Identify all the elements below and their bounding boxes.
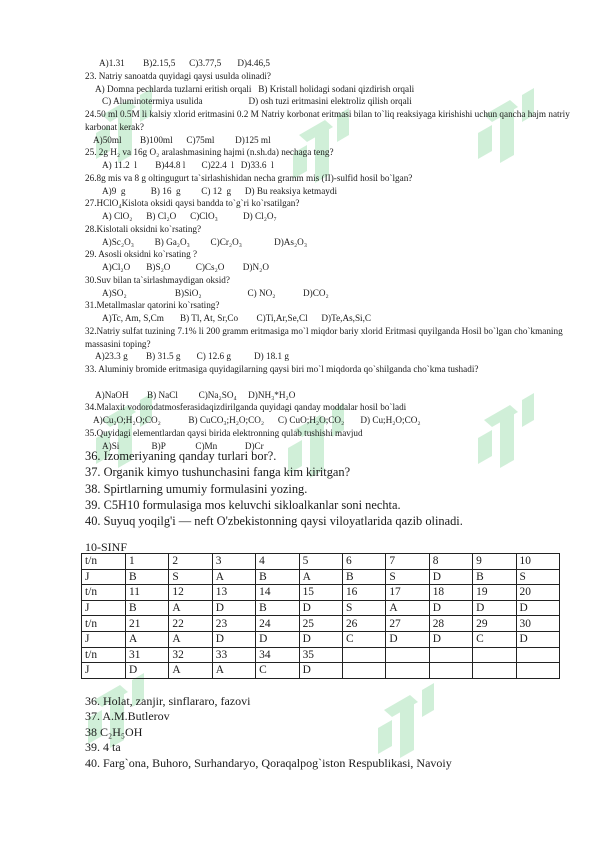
- table-row: [82, 616, 560, 632]
- table-cell: 22: [169, 616, 212, 632]
- answer-line: 36. Holat, zanjir, sinflararo, fazovi: [85, 694, 251, 708]
- table-row: [82, 600, 560, 616]
- answer-key-table: [81, 553, 560, 679]
- table-cell: 31: [126, 647, 169, 663]
- question-list-large: [85, 448, 575, 529]
- open-answers: [85, 694, 452, 771]
- table-cell: 28: [429, 616, 472, 632]
- table-cell: A: [212, 569, 255, 585]
- answer-line: 37. A.M.Butlerov: [85, 709, 170, 724]
- table-cell: B: [342, 569, 385, 585]
- question-line: 27.HClO₄Kislota oksidi qaysi bandda to`g`ri ko`rsatilgan?: [85, 198, 300, 209]
- table-cell: [429, 663, 472, 679]
- table-cell: J: [82, 569, 126, 585]
- table-cell: D: [299, 663, 342, 679]
- table-cell: [386, 647, 429, 663]
- question-line: A)NaOH B) NaCl C)Na₂SO₄ D)NH₃*H₂O: [95, 389, 296, 400]
- table-cell: 1: [126, 554, 169, 570]
- table-cell: 4: [256, 554, 299, 570]
- question-line: A)9 g B) 16 g C) 12 g D) Bu reaksiya ketmaydi: [102, 185, 338, 196]
- table-cell: 19: [473, 585, 516, 601]
- question-line: 34.Malaxit vodorodatmosferasidaqizdirilganda quyidagi qanday moddalar hosil bo`ladi: [85, 402, 407, 413]
- table-cell: C: [342, 631, 385, 647]
- table-cell: 5: [299, 554, 342, 570]
- table-cell: 24: [256, 616, 299, 632]
- table-cell: 20: [516, 585, 559, 601]
- question-line: 35.Quyidagi elementlardan qaysi birida elektronning qulab tushishi mavjud: [85, 427, 363, 438]
- table-cell: 6: [342, 554, 385, 570]
- table-cell: S: [342, 600, 385, 616]
- table-cell: B: [126, 569, 169, 585]
- table-cell: 7: [386, 554, 429, 570]
- table-cell: [386, 663, 429, 679]
- table-cell: S: [386, 569, 429, 585]
- question-line: A)Tc, Am, S,Cm B) Tl, At, Sr,Co C)Ti,Ar,Se,Cl D)Te,As,Si,C: [102, 313, 372, 323]
- answer-line: 40. Farg`ona, Buhoro, Surhandaryo, Qoraqalpog`iston Respublikasi, Navoiy: [85, 755, 452, 770]
- table-cell: 35: [299, 647, 342, 663]
- table-cell: 34: [256, 647, 299, 663]
- table-cell: D: [256, 631, 299, 647]
- question-line: 39. C5H10 formulasiga mos keluvchi sikloalkanlar soni nechta.: [85, 497, 401, 512]
- question-line: A) ClO₂ B) Cl₂O C)ClO₃ D) Cl₂O₇: [102, 211, 277, 221]
- table-cell: D: [212, 631, 255, 647]
- question-line: A)Cl₂O B)S₂O C)Cs₂O D)N₂O: [102, 262, 269, 272]
- table-cell: C: [473, 631, 516, 647]
- table-cell: 29: [473, 616, 516, 632]
- table-cell: B: [256, 600, 299, 616]
- answer-line: 38 C₂H₅OH: [85, 724, 143, 739]
- question-line: 36. Izomeriyaning qanday turlari bor?.: [85, 449, 277, 463]
- table-cell: A: [126, 631, 169, 647]
- table-cell: D: [473, 600, 516, 616]
- table-cell: [342, 647, 385, 663]
- table-cell: J: [82, 663, 126, 679]
- table-cell: J: [82, 600, 126, 616]
- question-line: 29. Asosli oksidni ko`rsating ?: [85, 249, 198, 260]
- table-cell: 10: [516, 554, 559, 570]
- question-line: A)50ml B)100ml C)75ml D)125 ml: [93, 134, 271, 145]
- table-cell: 33: [212, 647, 255, 663]
- table-cell: 14: [256, 585, 299, 601]
- table-row: [82, 631, 560, 647]
- table-cell: D: [429, 569, 472, 585]
- question-line: 38. Spirtlarning umumiy formulasini yozing.: [85, 481, 308, 496]
- table-cell: 9: [473, 554, 516, 570]
- table-cell: A: [169, 631, 212, 647]
- table-cell: t/n: [82, 616, 126, 632]
- table-cell: D: [126, 663, 169, 679]
- table-cell: B: [126, 600, 169, 616]
- table-row: [82, 647, 560, 663]
- table-cell: C: [256, 663, 299, 679]
- question-line: A) Domna pechlarda tuzlarni eritish orqali B) Kristall holidagi sodani qizdirish orqali: [95, 83, 415, 94]
- table-cell: D: [212, 600, 255, 616]
- question-line: 40. Suyuq yoqilg'i — neft O'zbekistonning qaysi viloyatlarida qazib olinadi.: [85, 514, 463, 529]
- table-cell: 17: [386, 585, 429, 601]
- question-line: 28.Kislotali oksidni ko`rsating?: [85, 223, 202, 234]
- question-list-small: [85, 57, 575, 452]
- table-cell: D: [516, 600, 559, 616]
- table-cell: t/n: [82, 585, 126, 601]
- table-cell: S: [516, 569, 559, 585]
- table-cell: 13: [212, 585, 255, 601]
- question-line: 25. 2g H₂ va 16g O₂ aralashmasining hajmi (n.sh.da) nechaga teng?: [85, 147, 334, 158]
- table-cell: 16: [342, 585, 385, 601]
- table-cell: 15: [299, 585, 342, 601]
- table-cell: D: [299, 631, 342, 647]
- table-cell: 25: [299, 616, 342, 632]
- table-cell: t/n: [82, 554, 126, 570]
- table-cell: [429, 647, 472, 663]
- table-cell: 32: [169, 647, 212, 663]
- table-cell: B: [473, 569, 516, 585]
- table-cell: 23: [212, 616, 255, 632]
- table-row: [82, 554, 560, 570]
- table-cell: A: [169, 600, 212, 616]
- table-cell: [342, 663, 385, 679]
- question-line: C) Aluminotermiya usulida D) osh tuzi eritmasini elektroliz qilish orqali: [102, 96, 412, 107]
- question-line: 26.8g mis va 8 g oltingugurt ta`sirlashishidan necha gramm mis (II)-sulfid hosil bo`lgan?: [85, 172, 413, 183]
- table-cell: 3: [212, 554, 255, 570]
- table-cell: D: [429, 600, 472, 616]
- question-line: A)1.31 B)2.15,5 C)3.77,5 D)4.46,5: [99, 58, 270, 68]
- table-cell: 12: [169, 585, 212, 601]
- table-cell: B: [256, 569, 299, 585]
- section-title: 10-SINF: [85, 540, 128, 554]
- question-line: A)Cu₂O;H₂O;CO₂ B) CuCO₃;H₂O;CO₂ C) CuO;H₂O;CO₂ D) Cu;H₂O;CO₂: [93, 415, 421, 425]
- table-cell: 26: [342, 616, 385, 632]
- table-row: [82, 663, 560, 679]
- table-cell: D: [429, 631, 472, 647]
- question-line: A) 11.2 l B)44.8 l C)22.4 l D)33.6 l: [102, 160, 274, 170]
- question-line: A)SO₂ B)SiO₂ C) NO₂ D)CO₂: [102, 287, 329, 298]
- table-cell: J: [82, 631, 126, 647]
- table-cell: 8: [429, 554, 472, 570]
- table-cell: A: [212, 663, 255, 679]
- table-cell: A: [169, 663, 212, 679]
- table-cell: D: [386, 631, 429, 647]
- table-row: [82, 585, 560, 601]
- question-line: 33. Aluminiy bromide eritmasiga quyidagilarning qaysi biri mo`l miqdorda qo`shilganda cho`kma tushadi?: [85, 364, 479, 374]
- question-line: 32.Natriy sulfat tuzining 7.1% li 200 gramm eritmasiga mo`l miqdor bariy xlorid Eritmasi quyilganda Hosil bo`lgan cho`kmaning massasini toping?: [85, 325, 563, 349]
- question-line: 24.50 ml 0.5M li kalsiy xlorid eritmasini 0.2 M Natriy korbonat eritmasi bilan to`liq reaksiyaga kirishishi uchun qancha hajm natriy karbonat kerak?: [85, 109, 570, 132]
- question-line: A)Sc₂O₃ B) Ga₂O₃ C)Cr₂O₃ D)As₂O₃: [102, 236, 308, 247]
- table-cell: A: [386, 600, 429, 616]
- table-cell: A: [299, 569, 342, 585]
- table-cell: 11: [126, 585, 169, 601]
- table-cell: 21: [126, 616, 169, 632]
- table-cell: S: [169, 569, 212, 585]
- question-line: A)Si B)P C)Mn D)Cr: [102, 440, 264, 451]
- table-cell: [473, 647, 516, 663]
- table-cell: 2: [169, 554, 212, 570]
- table-cell: D: [516, 631, 559, 647]
- table-cell: [516, 647, 559, 663]
- table-cell: [473, 663, 516, 679]
- table-cell: [516, 663, 559, 679]
- table-cell: 30: [516, 616, 559, 632]
- question-line: 37. Organik kimyo tushunchasini fanga kim kiritgan?: [85, 465, 351, 480]
- table-cell: t/n: [82, 647, 126, 663]
- answer-line: 39. 4 ta: [85, 740, 121, 755]
- question-line: A)23.3 g B) 31.5 g C) 12.6 g D) 18.1 g: [95, 351, 289, 362]
- table-row: [82, 569, 560, 585]
- question-line: 23. Natriy sanoatda quyidagi qaysi usulda olinadi?: [85, 70, 272, 81]
- table-cell: 18: [429, 585, 472, 601]
- table-cell: 27: [386, 616, 429, 632]
- question-line: 30.Suv bilan ta`sirlashmaydigan oksid?: [85, 274, 230, 285]
- table-cell: D: [299, 600, 342, 616]
- question-line: 31.Metallmaslar qatorini ko`rsating?: [85, 300, 220, 311]
